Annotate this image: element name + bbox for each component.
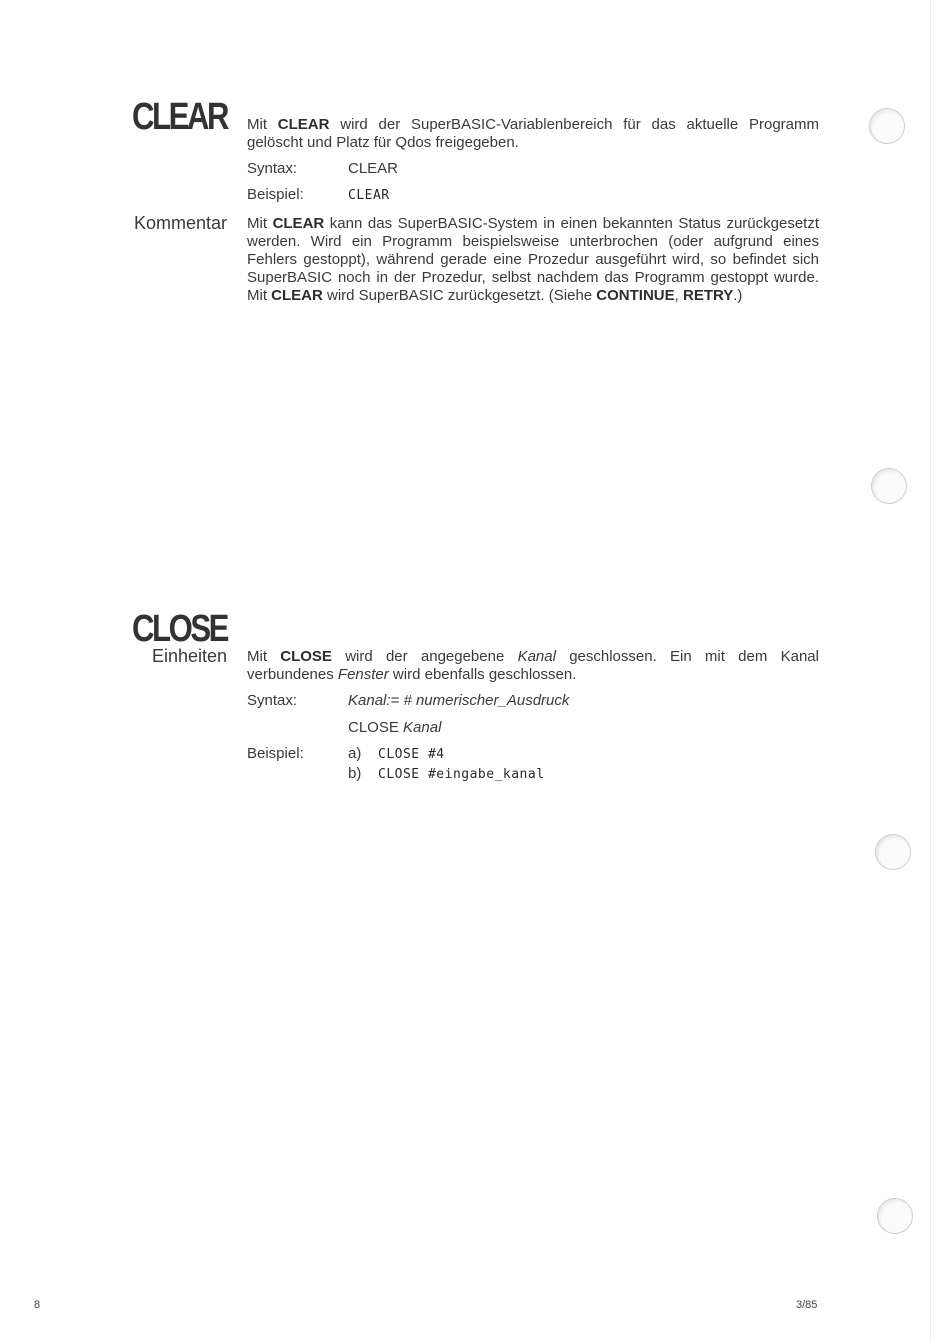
binder-hole xyxy=(871,468,907,504)
comment-label: Kommentar xyxy=(133,213,227,233)
clear-comment: Mit CLEAR kann das SuperBASIC-System in einen bekannten Status zurückgesetzt werden. Wird ein Programm beispielsweise unterbrochen (oder aufgrund eines Fehlers gestoppt), während gerade eine Prozedur ausgeführt wird, so befindet sich SuperBASIC noch in der Prozedur, selbst nachdem das Programm gestoppt wurde. Mit CLEAR wird SuperBASIC zurückgesetzt. (Siehe CONTINUE, RETRY.) xyxy=(247,215,819,304)
close-example-code-b: CLOSE #eingabe_kanal xyxy=(378,767,545,782)
close-example-marker-a: a) xyxy=(348,745,362,762)
binder-hole xyxy=(875,834,911,870)
close-example-label: Beispiel: xyxy=(247,745,304,762)
keyword-clear: CLEAR xyxy=(131,96,227,138)
close-syntax-line1: Kanal:= # numerischer_Ausdruck xyxy=(348,692,570,709)
clear-example-code: CLEAR xyxy=(348,188,390,203)
units-label: Einheiten xyxy=(151,646,227,666)
binder-hole xyxy=(877,1198,913,1234)
close-example-code-a: CLOSE #4 xyxy=(378,747,445,762)
clear-description: Mit CLEAR wird der SuperBASIC-Variablenbereich für das aktuelle Programm gelöscht und Platz für Qdos freigegeben. xyxy=(247,116,819,151)
clear-syntax-value: CLEAR xyxy=(348,160,399,177)
binder-hole xyxy=(869,108,905,144)
close-example-marker-b: b) xyxy=(348,765,362,782)
keyword-close: CLOSE xyxy=(131,608,227,650)
page-number: 8 xyxy=(34,1299,41,1311)
page-edge xyxy=(930,0,931,1342)
close-syntax-label: Syntax: xyxy=(247,692,298,709)
clear-syntax-label: Syntax: xyxy=(247,160,298,177)
close-syntax-line2: CLOSE Kanal xyxy=(348,719,442,736)
clear-example-label: Beispiel: xyxy=(247,186,304,203)
edition-date: 3/85 xyxy=(796,1299,818,1311)
close-description: Mit CLOSE wird der angegebene Kanal geschlossen. Ein mit dem Kanal verbundenes Fenster wird ebenfalls geschlossen. xyxy=(247,648,819,683)
